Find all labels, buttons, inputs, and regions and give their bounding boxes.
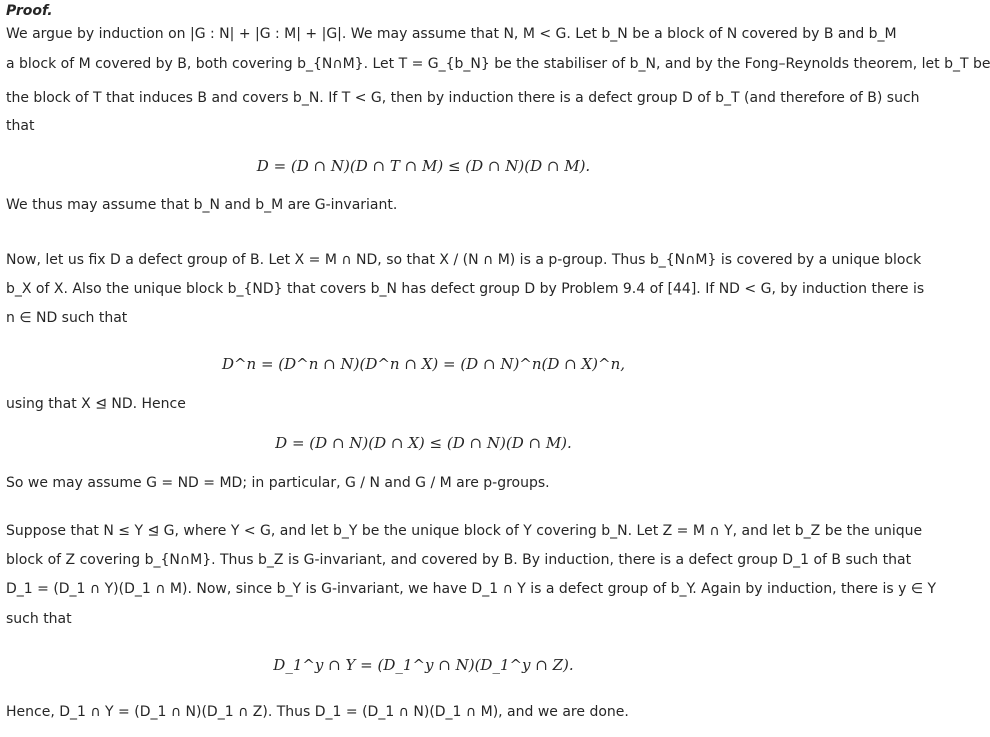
text-line-4: that — [6, 118, 35, 134]
text-line-7: b_X of X. Also the unique block b_{ND} that covers b_N has defect group D by Problem 9.4 of [44]. If ND < G, by induction there is — [6, 281, 925, 297]
text-line-11: Suppose that N ≤ Y ⊴ G, where Y < G, and let b_Y be the unique block of Y covering b_N. Let Z = M ∩ Y, and let b_Z be the unique — [6, 523, 923, 539]
text-line-10: So we may assume G = ND = MD; in particular, G / N and G / M are p-groups. — [6, 475, 550, 491]
equation-4: D_1^y ∩ Y = (D_1^y ∩ N)(D_1^y ∩ Z). — [273, 656, 574, 674]
text-line-14: such that — [6, 611, 72, 627]
text-line-1: We argue by induction on |G : N| + |G : M| + |G|. We may assume that N, M < G. Let b_N be a block of N covered by B and b_M — [6, 26, 897, 42]
proof-heading: Proof. — [6, 3, 53, 19]
text-line-13: D_1 = (D_1 ∩ Y)(D_1 ∩ M). Now, since b_Y is G-invariant, we have D_1 ∩ Y is a defect group of b_Y. Again by induction, there is y ∈ Y — [6, 581, 937, 597]
text-line-15: Hence, D_1 ∩ Y = (D_1 ∩ N)(D_1 ∩ Z). Thus D_1 = (D_1 ∩ N)(D_1 ∩ M), and we are done. — [6, 704, 629, 720]
equation-1: D = (D ∩ N)(D ∩ T ∩ M) ≤ (D ∩ N)(D ∩ M). — [256, 157, 591, 175]
text-line-3: the block of T that induces B and covers b_N. If T < G, then by induction there is a defect group D of b_T (and therefore of B) such — [6, 90, 920, 106]
equation-3: D = (D ∩ N)(D ∩ X) ≤ (D ∩ N)(D ∩ M). — [275, 434, 572, 452]
text-line-6: Now, let us fix D a defect group of B. Let X = M ∩ ND, so that X / (N ∩ M) is a p-group. Thus b_{N∩M} is covered by a unique block — [6, 252, 922, 268]
text-line-12: block of Z covering b_{N∩M}. Thus b_Z is G-invariant, and covered by B. By induction, there is a defect group D_1 of B such that — [6, 552, 912, 568]
equation-2: D^n = (D^n ∩ N)(D^n ∩ X) = (D ∩ N)^n(D ∩ X)^n, — [221, 355, 626, 373]
text-line-9: using that X ⊴ ND. Hence — [6, 396, 186, 412]
text-line-2: a block of M covered by B, both covering b_{N∩M}. Let T = G_{b_N} be the stabiliser of b_N, and by the Fong–Reynolds theorem, let b_T be — [6, 56, 990, 72]
text-line-8: n ∈ ND such that — [6, 310, 128, 326]
text-line-5: We thus may assume that b_N and b_M are G-invariant. — [6, 197, 398, 213]
